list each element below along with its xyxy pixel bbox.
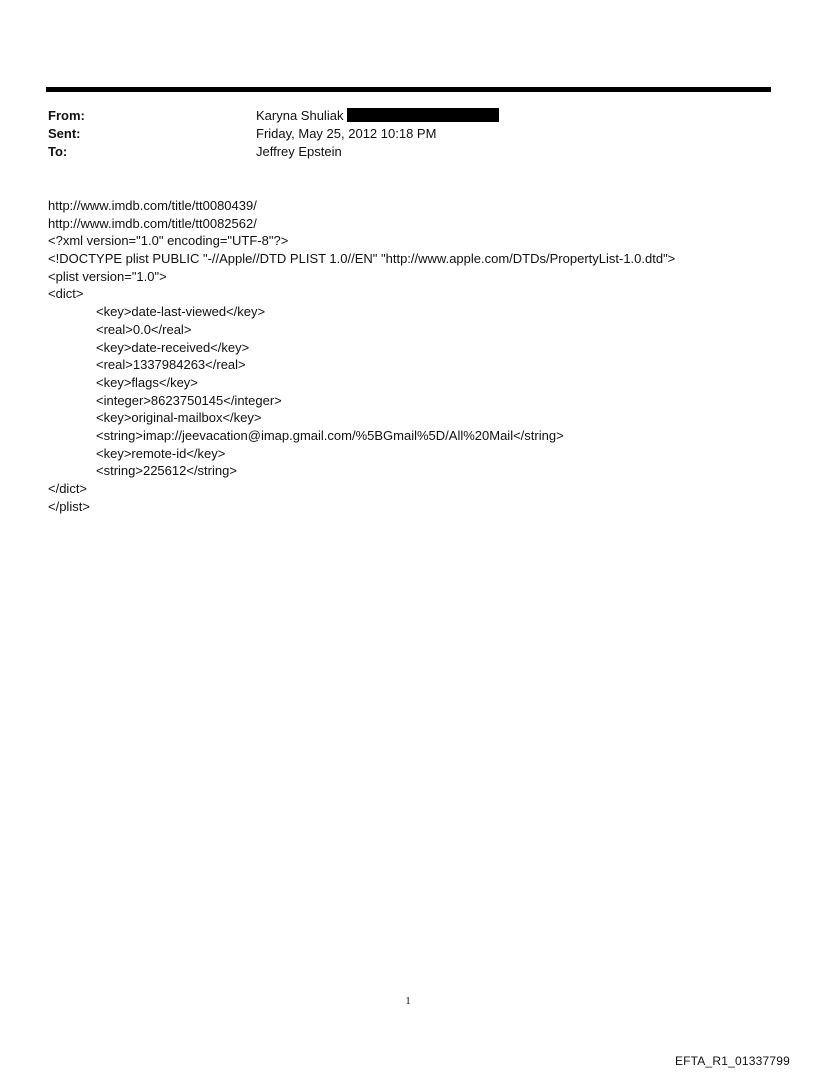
redaction-box: [347, 108, 499, 122]
plist-open: <plist version="1.0">: [48, 268, 167, 284]
plist-entry: <real>0.0</real>: [96, 321, 192, 337]
header-divider: [46, 87, 771, 92]
plist-entry: <key>date-received</key>: [96, 339, 250, 355]
plist-entry: <integer>8623750145</integer>: [96, 392, 282, 408]
imdb-link-1: http://www.imdb.com/title/tt0080439/: [48, 198, 257, 213]
email-body: [48, 197, 788, 515]
plist-entry: <real>1337984263</real>: [96, 357, 246, 373]
plist-entry: <string>imap://jeevacation@imap.gmail.com/%5BGmail%5D/All%20Mail</string>: [96, 427, 564, 443]
sent-label: Sent:: [48, 126, 81, 141]
page-number: 1: [405, 995, 411, 1007]
plist-entry: <key>date-last-viewed</key>: [96, 304, 266, 320]
to-label: To:: [48, 144, 68, 159]
from-row: [48, 107, 748, 125]
sent-value: Friday, May 25, 2012 10:18 PM: [256, 126, 437, 141]
plist-entry: <key>flags</key>: [96, 374, 198, 390]
plist-entry: <key>original-mailbox</key>: [96, 410, 262, 426]
doctype-line: <!DOCTYPE plist PUBLIC "-//Apple//DTD PLIST 1.0//EN" "http://www.apple.com/DTDs/PropertyList-1.0.dtd">: [48, 251, 676, 267]
plist-entry: <string>225612</string>: [96, 463, 237, 479]
sender-name: Karyna Shuliak: [256, 108, 344, 123]
dict-open: <dict>: [48, 286, 84, 302]
sent-row: [48, 125, 748, 143]
plist-entry: <key>remote-id</key>: [96, 445, 226, 461]
xml-declaration: <?xml version="1.0" encoding="UTF-8"?>: [48, 233, 289, 249]
email-header: [48, 107, 748, 161]
imdb-link-2: http://www.imdb.com/title/tt0082562/: [48, 215, 257, 231]
bates-number: EFTA_R1_01337799: [674, 1054, 790, 1068]
plist-close: </plist>: [48, 498, 90, 514]
to-row: [48, 143, 748, 161]
dict-close: </dict>: [48, 481, 88, 496]
from-label: From:: [48, 108, 85, 123]
from-value: [256, 107, 499, 125]
to-value: Jeffrey Epstein: [256, 144, 342, 159]
